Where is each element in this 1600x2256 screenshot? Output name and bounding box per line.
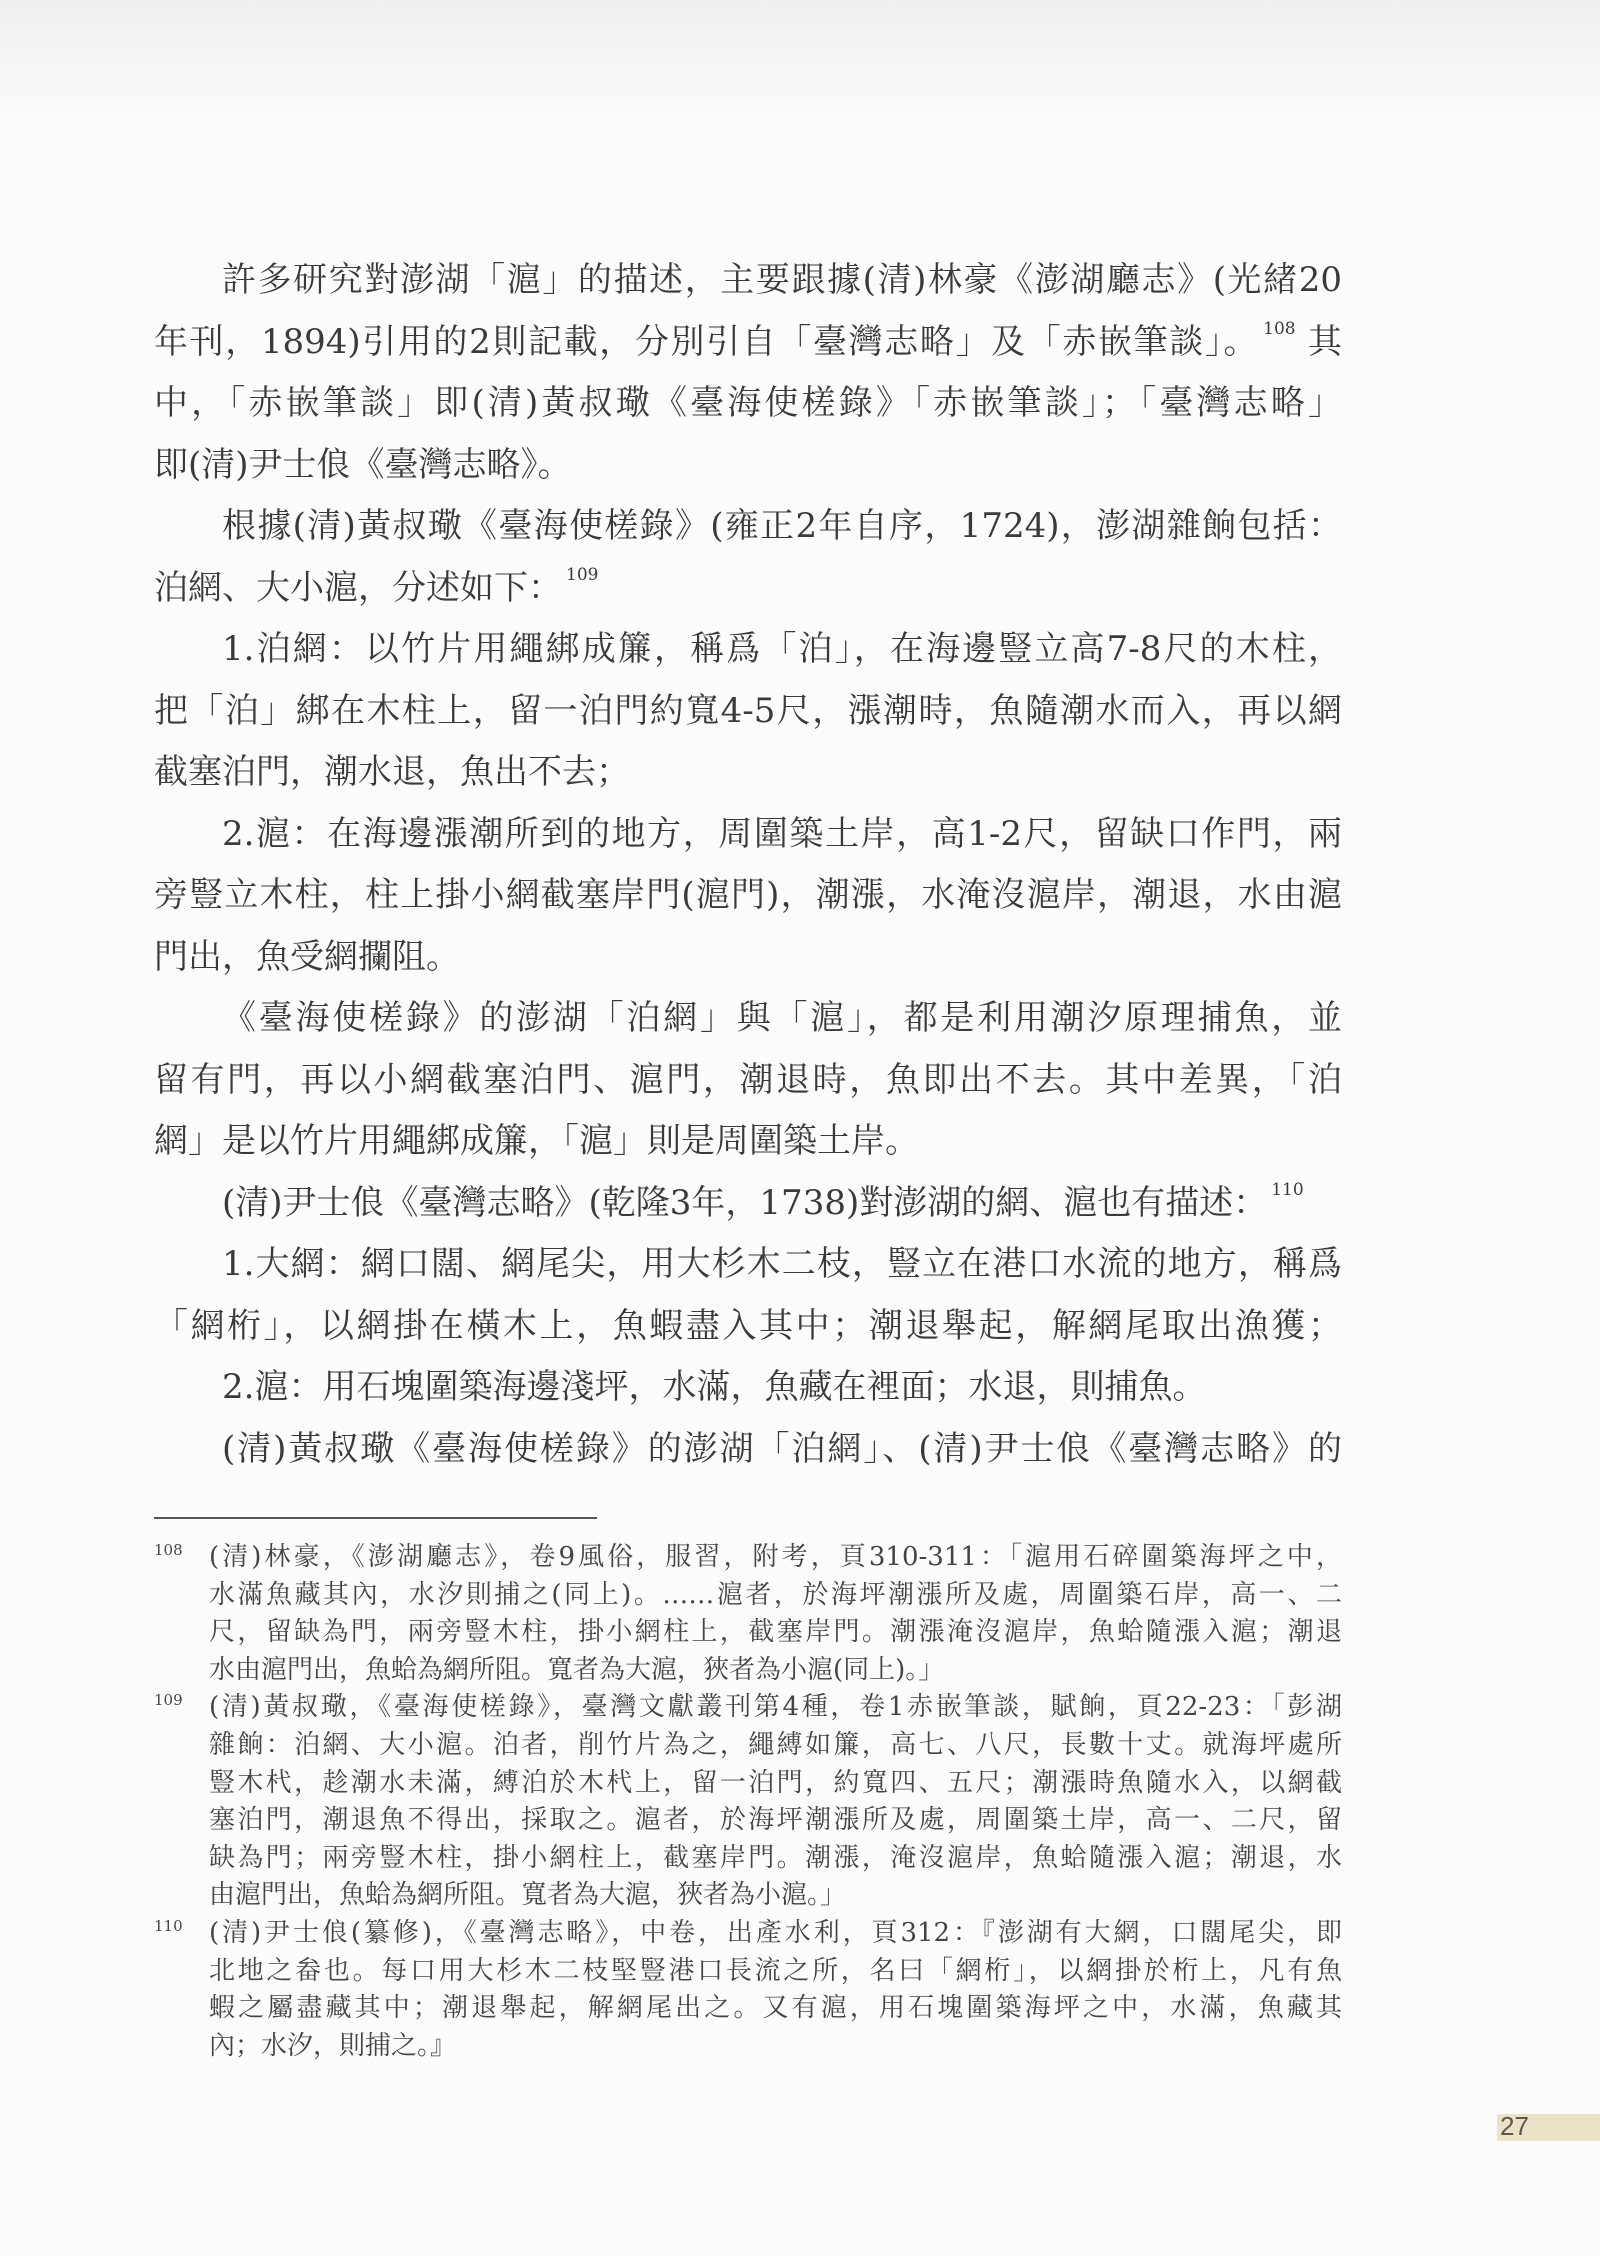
body-line: [154, 804, 1342, 866]
line-text: 1.泊網：以竹片用繩綁成簾，稱爲「泊」，在海邊豎立高7-8尺的木柱，: [222, 629, 1342, 669]
body-line: [154, 496, 1342, 558]
line-text: 旁豎立木柱，柱上掛小網截塞岸門(滬門)，潮漲，水淹沒滬岸，潮退，水由滬: [154, 875, 1342, 915]
footnote-line: [154, 1877, 1342, 1915]
footnote-text: 北地之畚也。每口用大杉木二枝堅豎港口長流之所，名曰「網桁」，以網掛於桁上，凡有魚: [209, 1955, 1342, 1986]
footnote-text: 缺為門；兩旁豎木柱，掛小網柱上，截塞岸門。潮漲，淹沒滬岸，魚蛤隨漲入滬；潮退，水: [209, 1842, 1342, 1873]
footnote-number: 109: [154, 1691, 183, 1710]
body-line: [154, 742, 1342, 804]
line-text: 即(清)尹士俍《臺灣志略》。: [154, 444, 572, 485]
footnote-line: [154, 1765, 1342, 1803]
line-text: (清)黃叔璥《臺海使槎錄》的澎湖「泊網」、(清)尹士俍《臺灣志略》的: [222, 1428, 1342, 1469]
body-line: [154, 927, 1342, 989]
body-line: [154, 1296, 1342, 1358]
footnotes: [154, 1539, 1342, 2065]
body-line: [154, 373, 1342, 435]
footnote-ref[interactable]: 109: [566, 564, 599, 585]
footnote-text: (清)林豪，《澎湖廳志》，卷9風俗，服習，附考，頁310-311：「滬用石碎圍築海坪之中，: [209, 1542, 1342, 1572]
scan-shadow: [0, 0, 1600, 130]
line-text: 泊網、大小滬，分述如下：: [154, 567, 562, 608]
footnote-text: 內；水汐，則捕之。』: [209, 2030, 457, 2061]
footnote-line: [154, 1689, 1342, 1727]
footnote-line: [154, 1577, 1342, 1615]
body-line: [154, 1111, 1342, 1173]
line-text: 許多研究對澎湖「滬」的描述，主要跟據(清)林豪《澎湖廳志》(光緒20: [222, 260, 1342, 300]
footnote-text: (清)黃叔璥，《臺海使槎錄》，臺灣文獻叢刊第4種，卷1赤嵌筆談，賦餉，頁22-23：「彭湖: [209, 1692, 1342, 1723]
body-line: [154, 312, 1342, 374]
footnote-text: 由滬門出，魚蛤為網所阻。寬者為大滬，狹者為小滬。」: [209, 1880, 847, 1911]
body-line: [154, 558, 1342, 620]
body-line: [154, 1173, 1342, 1235]
footnote-line: [154, 1990, 1342, 2028]
body-line: [154, 250, 1342, 312]
footnote-text: 尺，留缺為門，兩旁豎木柱，掛小網柱上，截塞岸門。潮漲淹沒滬岸，魚蛤隨漲入滬；潮退: [209, 1617, 1342, 1648]
page-number: 27: [1500, 2111, 1529, 2141]
footnote-line: [154, 1614, 1342, 1652]
line-text: 1.大網：網口闊、網尾尖，用大杉木二枝，豎立在港口水流的地方，稱爲: [222, 1244, 1342, 1284]
body-line: [154, 1357, 1342, 1419]
footnote-text: 雜餉：泊網、大小滬。泊者，削竹片為之，繩縛如簾，高七、八尺，長數十丈。就海坪處所: [209, 1729, 1342, 1760]
footnote-text: 水滿魚藏其內，水汐則捕之(同上)。……滬者，於海坪潮漲所及處，周圍築石岸，高一、二: [209, 1579, 1342, 1610]
line-text: 留有門，再以小網截塞泊門、滬門，潮退時，魚即出不去。其中差異，「泊: [154, 1059, 1342, 1100]
footnote-line: [154, 1802, 1342, 1840]
body-line: [154, 619, 1342, 681]
footnote-line: [154, 1539, 1342, 1577]
line-text: 年刊，1894)引用的2則記載，分別引自「臺灣志略」及「赤嵌筆談」。: [154, 321, 1260, 362]
footnote-line: [154, 2028, 1342, 2066]
body-line: [154, 681, 1342, 743]
line-text: 中，「赤嵌筆談」即(清)黃叔璥《臺海使槎錄》「赤嵌筆談」；「臺灣志略」: [154, 383, 1342, 423]
footnote-line: [154, 1652, 1342, 1690]
footnote-ref[interactable]: 110: [1271, 1179, 1304, 1200]
footnote-text: 水由滬門出，魚蛤為網所阻。寬者為大滬，狹者為小滬(同上)。」: [209, 1654, 945, 1685]
body-line: [154, 435, 1342, 497]
body-line: [154, 1234, 1342, 1296]
footnote-line: [154, 1727, 1342, 1765]
body-line: [154, 1050, 1342, 1112]
line-text: (清)尹士俍《臺灣志略》(乾隆3年，1738)對澎湖的網、滬也有描述：: [222, 1182, 1268, 1223]
line-text: 門出，魚受網攔阻。: [154, 936, 460, 977]
line-text: 網」是以竹片用繩綁成簾，「滬」則是周圍築土岸。: [154, 1121, 919, 1161]
line-text: 「網桁」，以網掛在橫木上，魚蝦盡入其中；潮退舉起，解網尾取出漁獲；: [154, 1305, 1342, 1346]
line-text: 把「泊」綁在木柱上，留一泊門約寬4-5尺，漲潮時，魚隨潮水而入，再以網: [154, 690, 1342, 731]
line-text: 截塞泊門，潮水退，魚出不去；: [154, 752, 630, 792]
line-text: 2.滬：在海邊漲潮所到的地方，周圍築土岸，高1-2尺，留缺口作門，兩: [222, 813, 1342, 854]
line-text: 其: [1295, 321, 1343, 362]
footnote-number: 108: [154, 1541, 183, 1559]
footnote-line: [154, 1915, 1342, 1953]
footnote-ref[interactable]: 108: [1263, 318, 1296, 339]
footnote-text: 蝦之屬盡藏其中；潮退舉起，解網尾出之。又有滬，用石塊圍築海坪之中，水滿，魚藏其: [209, 1993, 1342, 2024]
line-text: 2.滬：用石塊圍築海邊淺坪，水滿，魚藏在裡面；水退，則捕魚。: [222, 1367, 1207, 1407]
footnote-divider: [154, 1517, 597, 1519]
body-line: [154, 1419, 1342, 1481]
footnote-line: [154, 1840, 1342, 1878]
line-text: 根據(清)黃叔璥《臺海使槎錄》(雍正2年自序，1724)，澎湖雜餉包括：: [222, 506, 1342, 546]
footnote-number: 110: [154, 1916, 183, 1935]
footnote-text: 豎木杙，趁潮水未滿，縛泊於木杙上，留一泊門，約寬四、五尺；潮漲時魚隨水入，以網截: [209, 1767, 1342, 1798]
footnote-text: 塞泊門，潮退魚不得出，採取之。滬者，於海坪潮漲所及處，周圍築土岸，高一、二尺，留: [209, 1805, 1342, 1836]
footnote-line: [154, 1953, 1342, 1991]
body-text: [154, 250, 1342, 1480]
line-text: 《臺海使槎錄》的澎湖「泊網」與「滬」，都是利用潮汐原理捕魚，並: [222, 998, 1342, 1038]
body-line: [154, 865, 1342, 927]
footnote-text: (清)尹士俍(纂修)，《臺灣志略》，中卷，出產水利，頁312：『澎湖有大網，口闊尾尖，即: [209, 1917, 1342, 1948]
body-line: [154, 988, 1342, 1050]
